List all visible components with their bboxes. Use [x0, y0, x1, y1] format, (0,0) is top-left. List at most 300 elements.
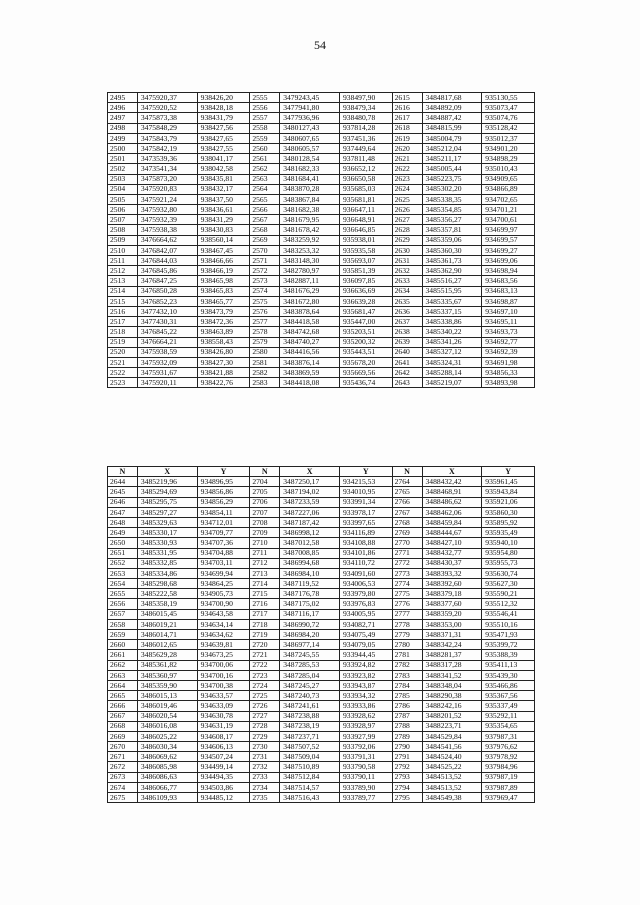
x-coordinate-cell: 3487238,19: [280, 721, 340, 731]
point-number-cell: 2503: [108, 174, 138, 184]
point-number-cell: 2561: [250, 154, 280, 164]
point-number-cell: 2648: [108, 517, 138, 527]
y-coordinate-cell: 934631,19: [197, 721, 250, 731]
x-coordinate-cell: 3487194,02: [280, 487, 340, 497]
y-coordinate-cell: 938465,83: [197, 286, 250, 296]
table-row: [108, 558, 535, 568]
point-number-cell: 2649: [108, 528, 138, 538]
point-number-cell: 2662: [108, 660, 138, 670]
y-coordinate-cell: 934700,38: [197, 680, 250, 690]
point-number-cell: 2717: [250, 609, 280, 619]
y-coordinate-cell: 934006,53: [339, 579, 392, 589]
point-number-cell: 2714: [250, 579, 280, 589]
x-coordinate-cell: 3486977,14: [280, 640, 340, 650]
x-coordinate-cell: 3475932,80: [137, 205, 197, 215]
point-number-cell: 2711: [250, 548, 280, 558]
y-coordinate-cell: 935938,01: [339, 235, 392, 245]
x-coordinate-cell: 3488371,31: [422, 630, 482, 640]
x-coordinate-cell: 3475932,09: [137, 357, 197, 367]
y-coordinate-cell: 934215,53: [339, 477, 392, 487]
point-number-cell: 2723: [250, 670, 280, 680]
y-coordinate-cell: 933789,90: [339, 782, 392, 792]
x-coordinate-cell: 3484892,09: [422, 103, 482, 113]
x-coordinate-cell: 3484513,52: [422, 782, 482, 792]
x-coordinate-cell: 3488379,18: [422, 589, 482, 599]
y-coordinate-cell: 934643,58: [197, 609, 250, 619]
point-number-cell: 2615: [392, 93, 422, 103]
table-1-body: [108, 93, 535, 388]
point-number-cell: 2793: [392, 772, 422, 782]
x-coordinate-cell: 3484525,22: [422, 762, 482, 772]
point-number-cell: 2508: [108, 225, 138, 235]
x-coordinate-cell: 3485212,04: [422, 143, 482, 153]
x-coordinate-cell: 3485354,85: [422, 205, 482, 215]
column-header-x: X: [422, 467, 482, 477]
y-coordinate-cell: 936647,11: [339, 205, 392, 215]
point-number-cell: 2731: [250, 752, 280, 762]
point-number-cell: 2641: [392, 357, 422, 367]
point-number-cell: 2720: [250, 640, 280, 650]
point-number-cell: 2791: [392, 752, 422, 762]
table-2-body: [108, 477, 535, 803]
y-coordinate-cell: 938427,56: [197, 123, 250, 133]
point-number-cell: 2728: [250, 721, 280, 731]
x-coordinate-cell: 3483867,84: [280, 194, 340, 204]
point-number-cell: 2624: [392, 184, 422, 194]
point-number-cell: 2501: [108, 154, 138, 164]
x-coordinate-cell: 3477936,96: [280, 113, 340, 123]
y-coordinate-cell: 934082,71: [339, 619, 392, 629]
point-number-cell: 2562: [250, 164, 280, 174]
table-row: [108, 660, 535, 670]
point-number-cell: 2505: [108, 194, 138, 204]
point-number-cell: 2764: [392, 477, 422, 487]
point-number-cell: 2647: [108, 507, 138, 517]
x-coordinate-cell: 3484524,40: [422, 752, 482, 762]
table-row: [108, 528, 535, 538]
x-coordinate-cell: 3488468,91: [422, 487, 482, 497]
table-row: [108, 487, 535, 497]
point-number-cell: 2660: [108, 640, 138, 650]
y-coordinate-cell: 934691,98: [482, 357, 535, 367]
y-coordinate-cell: 935935,58: [339, 245, 392, 255]
point-number-cell: 2571: [250, 256, 280, 266]
x-coordinate-cell: 3486014,71: [137, 630, 197, 640]
y-coordinate-cell: 935895,92: [482, 517, 535, 527]
x-coordinate-cell: 3485362,90: [422, 266, 482, 276]
table-row: [108, 650, 535, 660]
y-coordinate-cell: 933944,45: [339, 650, 392, 660]
y-coordinate-cell: 938435,81: [197, 174, 250, 184]
point-number-cell: 2735: [250, 793, 280, 803]
point-number-cell: 2577: [250, 317, 280, 327]
point-number-cell: 2579: [250, 337, 280, 347]
column-header-x: X: [137, 467, 197, 477]
x-coordinate-cell: 3486109,93: [137, 793, 197, 803]
point-number-cell: 2625: [392, 194, 422, 204]
point-number-cell: 2572: [250, 266, 280, 276]
point-number-cell: 2669: [108, 731, 138, 741]
y-coordinate-cell: 938437,50: [197, 194, 250, 204]
y-coordinate-cell: 933790,58: [339, 762, 392, 772]
point-number-cell: 2515: [108, 296, 138, 306]
point-number-cell: 2727: [250, 711, 280, 721]
table-row: [108, 317, 535, 327]
point-number-cell: 2795: [392, 793, 422, 803]
x-coordinate-cell: 3483148,30: [280, 256, 340, 266]
x-coordinate-cell: 3484513,52: [422, 772, 482, 782]
x-coordinate-cell: 3476850,28: [137, 286, 197, 296]
y-coordinate-cell: 934700,06: [197, 660, 250, 670]
point-number-cell: 2768: [392, 517, 422, 527]
x-coordinate-cell: 3475931,67: [137, 368, 197, 378]
y-coordinate-cell: 935693,07: [339, 256, 392, 266]
point-number-cell: 2773: [392, 568, 422, 578]
y-coordinate-cell: 935510,16: [482, 619, 535, 629]
y-coordinate-cell: 934116,89: [339, 528, 392, 538]
table-row: [108, 711, 535, 721]
x-coordinate-cell: 3486998,12: [280, 528, 340, 538]
table-row: [108, 123, 535, 133]
table-row: [108, 670, 535, 680]
x-coordinate-cell: 3483870,28: [280, 184, 340, 194]
point-number-cell: 2567: [250, 215, 280, 225]
y-coordinate-cell: 935411,13: [482, 660, 535, 670]
y-coordinate-cell: 935443,51: [339, 347, 392, 357]
y-coordinate-cell: 934856,86: [197, 487, 250, 497]
y-coordinate-cell: 935921,06: [482, 497, 535, 507]
x-coordinate-cell: 3484815,99: [422, 123, 482, 133]
y-coordinate-cell: 934698,94: [482, 266, 535, 276]
x-coordinate-cell: 3476664,21: [137, 337, 197, 347]
y-coordinate-cell: 937811,48: [339, 154, 392, 164]
point-number-cell: 2629: [392, 235, 422, 245]
x-coordinate-cell: 3486012,65: [137, 640, 197, 650]
x-coordinate-cell: 3485222,58: [137, 589, 197, 599]
table-row: [108, 378, 535, 388]
x-coordinate-cell: 3485334,86: [137, 568, 197, 578]
table-row: [108, 357, 535, 367]
point-number-cell: 2557: [250, 113, 280, 123]
point-number-cell: 2769: [392, 528, 422, 538]
table-row: [108, 691, 535, 701]
x-coordinate-cell: 3485332,85: [137, 558, 197, 568]
y-coordinate-cell: 934507,24: [197, 752, 250, 762]
point-number-cell: 2777: [392, 609, 422, 619]
point-number-cell: 2581: [250, 357, 280, 367]
point-number-cell: 2574: [250, 286, 280, 296]
table-row: [108, 184, 535, 194]
y-coordinate-cell: 935128,42: [482, 123, 535, 133]
x-coordinate-cell: 3487187,42: [280, 517, 340, 527]
y-coordinate-cell: 934101,86: [339, 548, 392, 558]
point-number-cell: 2708: [250, 517, 280, 527]
y-coordinate-cell: 934683,13: [482, 286, 535, 296]
point-number-cell: 2733: [250, 772, 280, 782]
x-coordinate-cell: 3481679,95: [280, 215, 340, 225]
table-row: [108, 296, 535, 306]
point-number-cell: 2575: [250, 296, 280, 306]
point-number-cell: 2792: [392, 762, 422, 772]
x-coordinate-cell: 3484817,68: [422, 93, 482, 103]
y-coordinate-cell: 938560,14: [197, 235, 250, 245]
y-coordinate-cell: 934692,39: [482, 347, 535, 357]
point-number-cell: 2507: [108, 215, 138, 225]
x-coordinate-cell: 3485327,12: [422, 347, 482, 357]
point-number-cell: 2771: [392, 548, 422, 558]
x-coordinate-cell: 3487176,78: [280, 589, 340, 599]
point-number-cell: 2617: [392, 113, 422, 123]
y-coordinate-cell: 935681,81: [339, 194, 392, 204]
point-number-cell: 2499: [108, 133, 138, 143]
y-coordinate-cell: 934693,73: [482, 327, 535, 337]
x-coordinate-cell: 3486019,21: [137, 619, 197, 629]
y-coordinate-cell: 938466,66: [197, 256, 250, 266]
x-coordinate-cell: 3485294,69: [137, 487, 197, 497]
y-coordinate-cell: 934005,95: [339, 609, 392, 619]
point-number-cell: 2504: [108, 184, 138, 194]
point-number-cell: 2730: [250, 742, 280, 752]
x-coordinate-cell: 3487240,73: [280, 691, 340, 701]
y-coordinate-cell: 934108,88: [339, 538, 392, 548]
x-coordinate-cell: 3485298,68: [137, 579, 197, 589]
point-number-cell: 2634: [392, 286, 422, 296]
x-coordinate-cell: 3485338,86: [422, 317, 482, 327]
y-coordinate-cell: 936648,91: [339, 215, 392, 225]
point-number-cell: 2632: [392, 266, 422, 276]
point-number-cell: 2644: [108, 477, 138, 487]
table-row: [108, 793, 535, 803]
y-coordinate-cell: 933928,97: [339, 721, 392, 731]
y-coordinate-cell: 934699,06: [482, 256, 535, 266]
table-row: [108, 245, 535, 255]
point-number-cell: 2578: [250, 327, 280, 337]
x-coordinate-cell: 3485360,30: [422, 245, 482, 255]
x-coordinate-cell: 3473541,34: [137, 164, 197, 174]
point-number-cell: 2520: [108, 347, 138, 357]
table-row: [108, 215, 535, 225]
y-coordinate-cell: 934866,89: [482, 184, 535, 194]
point-number-cell: 2570: [250, 245, 280, 255]
y-coordinate-cell: 936097,85: [339, 276, 392, 286]
table-row: [108, 154, 535, 164]
point-number-cell: 2765: [392, 487, 422, 497]
y-coordinate-cell: 933927,99: [339, 731, 392, 741]
x-coordinate-cell: 3485358,19: [137, 599, 197, 609]
y-coordinate-cell: 937987,19: [482, 772, 535, 782]
y-coordinate-cell: 934896,95: [197, 477, 250, 487]
y-coordinate-cell: 935678,20: [339, 357, 392, 367]
y-coordinate-cell: 934110,72: [339, 558, 392, 568]
column-header-n: N: [392, 467, 422, 477]
table-row: [108, 721, 535, 731]
x-coordinate-cell: 3476847,25: [137, 276, 197, 286]
point-number-cell: 2621: [392, 154, 422, 164]
point-number-cell: 2521: [108, 357, 138, 367]
x-coordinate-cell: 3481672,80: [280, 296, 340, 306]
y-coordinate-cell: 935354,65: [482, 721, 535, 731]
y-coordinate-cell: 935940,10: [482, 538, 535, 548]
y-coordinate-cell: 935851,39: [339, 266, 392, 276]
x-coordinate-cell: 3475921,24: [137, 194, 197, 204]
x-coordinate-cell: 3475873,20: [137, 174, 197, 184]
x-coordinate-cell: 3476844,03: [137, 256, 197, 266]
point-number-cell: 2767: [392, 507, 422, 517]
point-number-cell: 2513: [108, 276, 138, 286]
x-coordinate-cell: 3488462,06: [422, 507, 482, 517]
y-coordinate-cell: 935954,80: [482, 548, 535, 558]
point-number-cell: 2639: [392, 337, 422, 347]
y-coordinate-cell: 934702,65: [482, 194, 535, 204]
x-coordinate-cell: 3488393,32: [422, 568, 482, 578]
table-row: [108, 477, 535, 487]
column-header-n: N: [250, 467, 280, 477]
x-coordinate-cell: 3488486,62: [422, 497, 482, 507]
point-number-cell: 2775: [392, 589, 422, 599]
table-row: [108, 619, 535, 629]
table-row: [108, 337, 535, 347]
y-coordinate-cell: 938426,20: [197, 93, 250, 103]
table-row: [108, 174, 535, 184]
table-row: [108, 762, 535, 772]
x-coordinate-cell: 3473539,36: [137, 154, 197, 164]
table-row: [108, 497, 535, 507]
column-header-y: Y: [339, 467, 392, 477]
y-coordinate-cell: 935073,47: [482, 103, 535, 113]
x-coordinate-cell: 3485211,17: [422, 154, 482, 164]
y-coordinate-cell: 934633,57: [197, 691, 250, 701]
point-number-cell: 2620: [392, 143, 422, 153]
x-coordinate-cell: 3486019,46: [137, 701, 197, 711]
point-number-cell: 2580: [250, 347, 280, 357]
point-number-cell: 2498: [108, 123, 138, 133]
y-coordinate-cell: 938479,34: [339, 103, 392, 113]
table-row: [108, 752, 535, 762]
point-number-cell: 2778: [392, 619, 422, 629]
x-coordinate-cell: 3488242,16: [422, 701, 482, 711]
y-coordinate-cell: 938431,29: [197, 215, 250, 225]
y-coordinate-cell: 934898,29: [482, 154, 535, 164]
point-number-cell: 2766: [392, 497, 422, 507]
point-number-cell: 2560: [250, 143, 280, 153]
y-coordinate-cell: 935935,49: [482, 528, 535, 538]
point-number-cell: 2556: [250, 103, 280, 113]
point-number-cell: 2616: [392, 103, 422, 113]
x-coordinate-cell: 3486030,34: [137, 742, 197, 752]
column-header-y: Y: [197, 467, 250, 477]
point-number-cell: 2619: [392, 133, 422, 143]
point-number-cell: 2668: [108, 721, 138, 731]
y-coordinate-cell: 934079,05: [339, 640, 392, 650]
x-coordinate-cell: 3479243,45: [280, 93, 340, 103]
table-row: [108, 548, 535, 558]
y-coordinate-cell: 935074,76: [482, 113, 535, 123]
point-number-cell: 2650: [108, 538, 138, 548]
x-coordinate-cell: 3485331,95: [137, 548, 197, 558]
table-row: [108, 701, 535, 711]
table-row: [108, 164, 535, 174]
y-coordinate-cell: 935447,00: [339, 317, 392, 327]
x-coordinate-cell: 3475920,37: [137, 93, 197, 103]
point-number-cell: 2712: [250, 558, 280, 568]
x-coordinate-cell: 3488430,37: [422, 558, 482, 568]
point-number-cell: 2636: [392, 306, 422, 316]
point-number-cell: 2732: [250, 762, 280, 772]
y-coordinate-cell: 935439,30: [482, 670, 535, 680]
x-coordinate-cell: 3485330,93: [137, 538, 197, 548]
y-coordinate-cell: 935367,56: [482, 691, 535, 701]
y-coordinate-cell: 933979,80: [339, 589, 392, 599]
point-number-cell: 2637: [392, 317, 422, 327]
y-coordinate-cell: 934673,25: [197, 650, 250, 660]
y-coordinate-cell: 935010,43: [482, 164, 535, 174]
x-coordinate-cell: 3488353,00: [422, 619, 482, 629]
y-coordinate-cell: 938465,77: [197, 296, 250, 306]
table-row: [108, 93, 535, 103]
y-coordinate-cell: 936652,12: [339, 164, 392, 174]
y-coordinate-cell: 935012,37: [482, 133, 535, 143]
y-coordinate-cell: 938463,89: [197, 327, 250, 337]
y-coordinate-cell: 935955,73: [482, 558, 535, 568]
x-coordinate-cell: 3476852,23: [137, 296, 197, 306]
point-number-cell: 2559: [250, 133, 280, 143]
y-coordinate-cell: 934700,90: [197, 599, 250, 609]
point-number-cell: 2646: [108, 497, 138, 507]
point-number-cell: 2518: [108, 327, 138, 337]
point-number-cell: 2772: [392, 558, 422, 568]
y-coordinate-cell: 933924,82: [339, 660, 392, 670]
table-row: [108, 133, 535, 143]
x-coordinate-cell: 3486069,62: [137, 752, 197, 762]
x-coordinate-cell: 3488377,60: [422, 599, 482, 609]
y-coordinate-cell: 933923,82: [339, 670, 392, 680]
point-number-cell: 2710: [250, 538, 280, 548]
y-coordinate-cell: 938042,58: [197, 164, 250, 174]
x-coordinate-cell: 3477430,31: [137, 317, 197, 327]
table-row: [108, 103, 535, 113]
x-coordinate-cell: 3485330,17: [137, 528, 197, 538]
point-number-cell: 2776: [392, 599, 422, 609]
y-coordinate-cell: 934091,60: [339, 568, 392, 578]
x-coordinate-cell: 3485005,44: [422, 164, 482, 174]
point-number-cell: 2788: [392, 721, 422, 731]
x-coordinate-cell: 3483878,64: [280, 306, 340, 316]
point-number-cell: 2514: [108, 286, 138, 296]
table-row: [108, 731, 535, 741]
table-row: [108, 235, 535, 245]
point-number-cell: 2707: [250, 507, 280, 517]
point-number-cell: 2781: [392, 650, 422, 660]
y-coordinate-cell: 938041,17: [197, 154, 250, 164]
x-coordinate-cell: 3482780,97: [280, 266, 340, 276]
point-number-cell: 2516: [108, 306, 138, 316]
table-row: [108, 640, 535, 650]
point-number-cell: 2622: [392, 164, 422, 174]
x-coordinate-cell: 3488459,84: [422, 517, 482, 527]
point-number-cell: 2779: [392, 630, 422, 640]
point-number-cell: 2782: [392, 660, 422, 670]
y-coordinate-cell: 938465,98: [197, 276, 250, 286]
x-coordinate-cell: 3482887,11: [280, 276, 340, 286]
x-coordinate-cell: 3484541,56: [422, 742, 482, 752]
x-coordinate-cell: 3480128,54: [280, 154, 340, 164]
point-number-cell: 2623: [392, 174, 422, 184]
y-coordinate-cell: 934854,11: [197, 507, 250, 517]
y-coordinate-cell: 934699,57: [482, 235, 535, 245]
point-number-cell: 2522: [108, 368, 138, 378]
point-number-cell: 2770: [392, 538, 422, 548]
y-coordinate-cell: 937451,36: [339, 133, 392, 143]
